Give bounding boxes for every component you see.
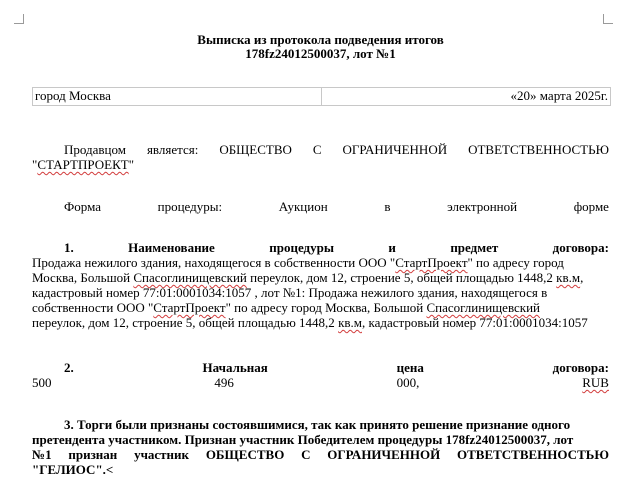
- text: " по адресу город Москва, Большой: [225, 300, 427, 315]
- word: ОГРАНИЧЕННОЙ: [327, 447, 441, 462]
- section-3: [32, 417, 609, 477]
- word: форме: [573, 199, 609, 214]
- procedure-form-line: [32, 199, 609, 214]
- section-1: [32, 240, 609, 330]
- spellcheck-word: RUB: [582, 375, 609, 390]
- word: договора:: [552, 360, 609, 375]
- spellcheck-word: СТАРТПРОЕКТ: [37, 157, 129, 172]
- word: 1.: [64, 240, 74, 255]
- word: ОТВЕТСТВЕННОСТЬЮ: [456, 447, 609, 462]
- city-cell: город Москва: [33, 88, 322, 105]
- spellcheck-word: СтартПроект: [395, 255, 468, 270]
- word: Наименование: [128, 240, 215, 255]
- word: ОТВЕТСТВЕННОСТЬЮ: [468, 142, 609, 157]
- word: Форма: [64, 199, 101, 214]
- text: ": [32, 157, 38, 172]
- section-1-line: [32, 255, 609, 270]
- date-cell: «20» марта 2025г.: [510, 88, 608, 103]
- text: переулок, дом 12, строение 5, общей площадью 1448,2: [246, 270, 557, 285]
- text: переулок, дом 12, строение 5, общей площадью 1448,2: [32, 315, 339, 330]
- word: в: [384, 199, 391, 214]
- spellcheck-word: Спасоглинищевский: [133, 270, 247, 285]
- word: признан: [68, 447, 118, 462]
- section-1-line: [32, 300, 609, 315]
- text: , кадастровый номер 77:01:0001034:1057: [362, 315, 588, 330]
- seller-paragraph: [32, 142, 609, 172]
- seller-line-2: [32, 157, 609, 172]
- section-1-line: кадастровый номер 77:01:0001034:1057 , лот №1: Продажа нежилого здания, находящегося в: [32, 285, 548, 300]
- word: Аукцион: [278, 199, 328, 214]
- document-title: Выписка из протокола подведения итогов: [197, 32, 444, 47]
- section-2-heading: [32, 360, 609, 375]
- section-3-line: [32, 447, 609, 462]
- text: Продажа нежилого здания, находящегося в собственности ООО ": [32, 255, 396, 270]
- text: " по адресу город: [467, 255, 564, 270]
- word: 496: [214, 375, 234, 390]
- word: электронной: [447, 199, 518, 214]
- spellcheck-word: кв.м: [556, 270, 581, 285]
- word: Начальная: [202, 360, 268, 375]
- section-1-line: [32, 270, 609, 285]
- text: [32, 255, 564, 270]
- procedure-form-paragraph: [32, 199, 609, 214]
- word: Продавцом: [64, 142, 126, 157]
- word: участник: [134, 447, 190, 462]
- word: 500: [32, 375, 52, 390]
- word: С: [312, 142, 322, 157]
- starting-price-line: [32, 375, 609, 390]
- protocol-number: 178fz24012500037, лот №1: [245, 46, 396, 61]
- winner-name: "ГЕЛИОС".<: [32, 462, 114, 477]
- section-3-line: претендента участником. Признан участник Победителем процедуры 178fz24012500037, лот: [32, 432, 574, 447]
- word: договора:: [552, 240, 609, 255]
- text: Москва, Большой: [32, 270, 134, 285]
- word: цена: [396, 360, 424, 375]
- word: предмет: [450, 240, 499, 255]
- seller-line-1: [32, 142, 609, 157]
- margin-corner-mark: [14, 14, 24, 24]
- word: является:: [146, 142, 199, 157]
- place-date-table: [32, 87, 611, 106]
- word: процедуры:: [157, 199, 223, 214]
- section-1-line: [32, 315, 609, 330]
- margin-corner-mark: [603, 14, 613, 24]
- word: процедуры: [269, 240, 334, 255]
- word: ОГРАНИЧЕННОЙ: [342, 142, 448, 157]
- word: ОБЩЕСТВО: [219, 142, 292, 157]
- spellcheck-word: СтартПроект: [153, 300, 226, 315]
- word: ОБЩЕСТВО: [205, 447, 285, 462]
- spellcheck-word: кв.м: [338, 315, 362, 330]
- word: 2.: [64, 360, 74, 375]
- spellcheck-word: Спасоглинищевский: [426, 300, 541, 315]
- text: ": [128, 157, 135, 172]
- section-2: [32, 360, 609, 390]
- word: и: [388, 240, 396, 255]
- word: №1: [32, 447, 52, 462]
- section-1-heading: [32, 240, 609, 255]
- word: 000,: [396, 375, 420, 390]
- text: собственности ООО ": [32, 300, 154, 315]
- text: ,: [580, 270, 584, 285]
- word: С: [301, 447, 311, 462]
- section-3-line: 3. Торги были признаны состоявшимися, так как принято решение признание одного: [64, 417, 571, 432]
